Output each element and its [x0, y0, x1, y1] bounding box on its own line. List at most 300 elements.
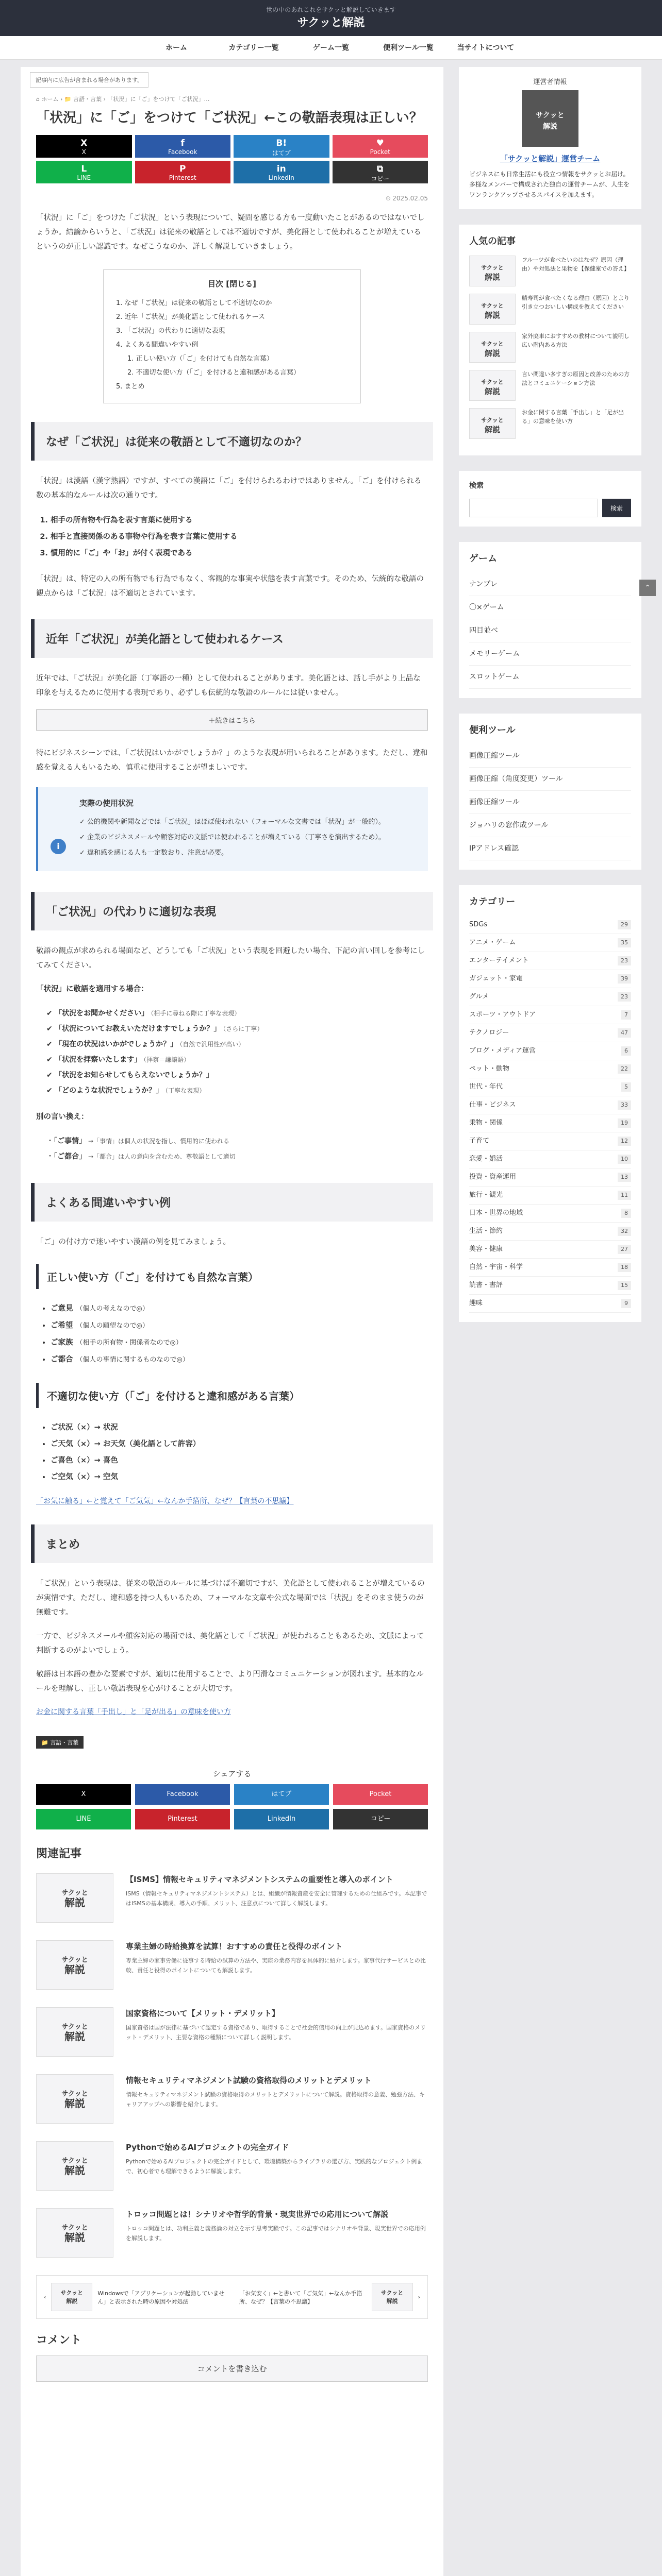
related-text — [126, 2007, 428, 2057]
subheading-incorrect: 不適切な使い方（「ご」を付けると違和感がある言葉） — [36, 1383, 428, 1408]
category-name: グルメ — [469, 993, 489, 1001]
s2-paragraph-2: 特にビジネスシーンでは、「ご状況はいかがでしょうか？」のような表現が用いられることがあります。ただし、違和感を覚える人もいるため、慎重に使用することが望ましいです。 — [36, 749, 428, 772]
prev-article-link[interactable] — [37, 2276, 232, 2318]
s3-phrase-list — [46, 1006, 428, 1098]
related-thumbnail — [36, 2208, 113, 2258]
category-item[interactable] — [469, 1205, 631, 1223]
share-grid — [36, 1784, 428, 1829]
share-label: LINE — [77, 174, 91, 181]
thumb-label-main: 解説 — [484, 311, 500, 320]
author-bio: ビジネスにも日常生活にも役立つ情報をサクッとお届け。多様なメンバーで構成された独自の運営チームが、人生をワンランクアップさせるスパイスを加えます。 — [469, 171, 630, 198]
section-heading-5: まとめ — [31, 1524, 433, 1563]
next-article-link[interactable] — [232, 2276, 427, 2318]
category-name: 日本・世界の地域 — [469, 1209, 523, 1217]
author-name-link[interactable]: 「サクッと解説」運営チーム — [500, 154, 601, 163]
category-tag[interactable]: 📁 言語・言葉 — [36, 1736, 84, 1749]
share-label: Pinterest — [169, 174, 196, 181]
category-item[interactable] — [469, 1006, 631, 1024]
category-count: 7 — [621, 1010, 631, 1020]
avatar — [522, 90, 578, 147]
s5-paragraph-3: 敬語は日本語の豊かな要素ですが、適切に使用することで、より円滑なコミュニケーションが図れます。基本的なルールを理解し、正しい敬語表現を心がけることが大切です。 — [36, 1670, 424, 1693]
thumb-label-top: サクッと — [481, 341, 504, 347]
popular-widget — [459, 225, 641, 455]
search-widget — [459, 471, 641, 527]
popular-item[interactable] — [469, 294, 631, 325]
category-item[interactable] — [469, 916, 631, 934]
thumb-label-main: 解説 — [484, 387, 500, 396]
category-item[interactable] — [469, 1096, 631, 1114]
popular-title: 鯖寿司が食べたくなる理由（原因）とより引き立つおいしい構成を教えてください — [522, 295, 630, 310]
prev-article-title: Windowsで「アプリケーションが起動していません」と表示された時の原因や対処法 — [97, 2290, 225, 2305]
list-item: • ご喜色（×）→ 喜色 — [51, 1452, 428, 1469]
s1-rules-list — [51, 512, 428, 562]
related-item[interactable] — [36, 2141, 428, 2191]
thumb-label-top: サクッと — [61, 2157, 88, 2165]
thumb-logo — [61, 2157, 88, 2175]
related-inline-link[interactable]: 「お気に触る」←と覚えて「ご気気」←なんか手箔所、なぜ？【言葉の不思議】 — [36, 1497, 294, 1505]
category-name: スポーツ・アウトドア — [469, 1011, 536, 1019]
info-icon: i — [51, 839, 66, 854]
related-title[interactable]: 専業主婦の時給換算を試算！おすすめの責任と役得のポイント — [126, 1942, 343, 1951]
share-buttons-top — [36, 135, 428, 183]
list-item: • ご天気（×）→ お天気（美化語として許容） — [51, 1436, 428, 1452]
category-name: SDGs — [469, 921, 488, 928]
related-title[interactable]: 国家資格について【メリット・デメリット】 — [126, 2009, 279, 2018]
next-article-title: 「お気安く」←と書いて「ご気気」←なんか手箔所、なぜ？【言葉の不思議】 — [239, 2290, 362, 2305]
s4-paragraph-1: 「ご」の付け方で迷いやすい漢語の例を見てみましょう。 — [36, 1238, 230, 1246]
related-desc: Pythonで始めるAIプロジェクトの完全ガイドとして、環境構築からライブラリの選び方、実践的なプロジェクト例まで、初心者でも理解できるように解説します。 — [126, 2158, 423, 2175]
category-list — [469, 916, 631, 1313]
share-label: Facebook — [168, 148, 197, 156]
correct-usage-list — [51, 1300, 428, 1368]
related-desc: 情報セキュリティマネジメント試験の資格取得のメリットとデメリットについて解説。資格取得の意義、勉強方法、キャリアアップへの影響を紹介します。 — [126, 2091, 425, 2108]
category-name: 趣味 — [469, 1299, 483, 1307]
category-item[interactable] — [469, 1241, 631, 1259]
related-thumbnail — [36, 2007, 113, 2057]
site-logo[interactable]: サクッと解説 — [297, 16, 365, 29]
list-item: ✓ 公的機関や新聞などでは「ご状況」はほぼ使われない（フォーマルな文書では「状況」が一般的）。 — [79, 818, 385, 826]
share-icon: B! — [276, 138, 287, 148]
prev-thumbnail — [51, 2283, 92, 2311]
category-count: 13 — [618, 1173, 631, 1182]
author-widget — [459, 67, 641, 209]
tools-title: 便利ツール — [469, 725, 516, 736]
phrase: 「状況を拝察いたします」 — [55, 1056, 142, 1064]
share-icon: ♥ — [376, 138, 384, 148]
share-button[interactable]: Pocket — [333, 1784, 428, 1805]
thumb-label-main: 解説 — [66, 2298, 78, 2304]
category-name: ペット・動物 — [469, 1065, 510, 1073]
thumb-label-top: サクッと — [61, 2224, 88, 2232]
category-name: 恋愛・婚活 — [469, 1155, 503, 1163]
list-item — [51, 1300, 428, 1317]
category-item[interactable] — [469, 1078, 631, 1096]
share-label: X — [81, 148, 86, 156]
search-input[interactable] — [469, 499, 598, 517]
thumb-label-main: 解説 — [64, 2097, 85, 2110]
thumb-label-main: 解説 — [64, 2164, 85, 2177]
thumb-label-top: サクッと — [61, 1956, 88, 1964]
popular-item[interactable] — [469, 370, 631, 401]
category-item[interactable] — [469, 1187, 631, 1205]
games-title: ゲーム — [469, 553, 497, 564]
list-item — [46, 1149, 428, 1164]
thumb-logo — [61, 1956, 88, 1974]
category-count: 8 — [621, 1209, 631, 1218]
phrase: 「状況についてお教えいただけますでしょうか？」 — [55, 1025, 221, 1033]
category-count: 35 — [618, 938, 631, 947]
thumb-label-top: サクッと — [481, 302, 504, 309]
check-icon: ✔ — [46, 1040, 55, 1048]
thumb-label-top: サクッと — [61, 2090, 88, 2098]
list-item: • ご空気（×）→ 空気 — [51, 1469, 428, 1485]
related-title: 関連記事 — [36, 1848, 82, 1860]
related-title[interactable]: Pythonで始めるAIプロジェクトの完全ガイド — [126, 2143, 289, 2152]
thumb-label-top: サクッと — [481, 417, 504, 423]
subheading-correct: 正しい使い方（「ご」を付けても自然な言葉） — [36, 1264, 428, 1289]
related-text — [126, 1940, 428, 1990]
share-icon: f — [180, 138, 185, 148]
check-icon: ・ — [46, 1137, 54, 1145]
phrase: 「状況をお知らせしてもらえないでしょうか？」 — [55, 1071, 213, 1079]
thumb-label-main: 解説 — [64, 2231, 85, 2244]
list-item: 2. 相手と直接関係のある事物や行為を表す言葉に使用する — [51, 529, 428, 545]
s3-lead-2: 別の言い換え： — [36, 1113, 89, 1121]
game-link[interactable]: スロットゲーム — [469, 666, 631, 689]
phrase: 「どのような状況でしょうか？」 — [55, 1087, 163, 1095]
back-to-top-button[interactable]: ⌃ — [639, 580, 656, 596]
popular-title: 言い間違い多すぎの原因と改善のための方法とコミュニケーション方法 — [522, 371, 630, 386]
section-heading-1: なぜ「ご状況」は従来の敬語として不適切なのか？ — [31, 422, 433, 461]
tools-list — [469, 744, 631, 860]
share-button[interactable] — [36, 161, 132, 183]
share-button[interactable] — [333, 161, 428, 183]
popular-list — [469, 256, 631, 439]
intro-paragraph — [36, 211, 428, 254]
nav-games[interactable]: ゲーム一覧 — [313, 44, 349, 52]
toc-list — [116, 296, 348, 394]
category-item[interactable] — [469, 1223, 631, 1241]
share-button[interactable] — [333, 135, 428, 158]
check-icon: ✔ — [46, 1071, 55, 1079]
check-icon: ・ — [46, 1153, 54, 1161]
thumb-label-main: 解説 — [386, 2298, 398, 2304]
category-name: エンターテイメント — [469, 957, 529, 964]
related-item[interactable] — [36, 2208, 428, 2258]
s2-paragraph-1: 近年では、「ご状況」が美化語（丁寧語の一種）として使われることがあります。美化語とは、話し手がより上品な印象を与えるために使用する表現であり、必ずしも伝統的な敬語のルールには従いません。 — [36, 674, 421, 697]
share-button[interactable]: LinkedIn — [234, 1809, 329, 1829]
share-icon: in — [276, 164, 286, 174]
popular-item[interactable] — [469, 408, 631, 439]
category-item[interactable] — [469, 1277, 631, 1295]
share-button[interactable] — [135, 135, 231, 158]
sidebar — [459, 67, 641, 2576]
ad-notice: 記事内に広告が含まれる場合があります。 — [30, 72, 148, 88]
table-of-contents — [103, 269, 361, 403]
category-name: 乗物・関係 — [469, 1119, 503, 1127]
search-form — [469, 499, 631, 517]
thumb-logo — [61, 2224, 88, 2242]
info-box-title: 実際の使用状況 — [79, 799, 134, 808]
tools-widget — [459, 714, 641, 870]
comment-button[interactable]: コメントを書き込む — [36, 2355, 428, 2382]
thumb-label-top: サクッと — [481, 379, 504, 385]
word-note: （個人の願望なので◎） — [76, 1322, 149, 1330]
category-item[interactable] — [469, 1150, 631, 1168]
page-title: 「状況」に「ご」をつけて「ご状況」←この敬語表現は正しい？ — [36, 110, 423, 126]
related-item[interactable] — [36, 2074, 428, 2124]
category-count: 29 — [618, 920, 631, 929]
check-icon: ✔ — [46, 1087, 55, 1095]
category-count: 47 — [618, 1028, 631, 1038]
related-text — [126, 1873, 428, 1923]
share-button[interactable] — [234, 135, 329, 158]
read-more-button[interactable]: ＋続きはこちら — [36, 709, 428, 731]
category-name: 子育て — [469, 1137, 490, 1145]
section-heading-4: よくある間違いやすい例 — [31, 1183, 433, 1222]
related-item[interactable] — [36, 1940, 428, 1990]
related-item[interactable] — [36, 1873, 428, 1923]
toc-item[interactable]: 2. 近年「ご状況」が美化語として使われるケース — [116, 313, 265, 321]
category-item[interactable] — [469, 952, 631, 970]
author-label: 運営者情報 — [533, 78, 567, 86]
phrase: 「ご事情」 — [54, 1137, 86, 1145]
game-link[interactable]: 四目並べ — [469, 619, 631, 642]
related-title[interactable]: 情報セキュリティマネジメント試験の資格取得のメリットとデメリット — [126, 2076, 372, 2085]
category-count: 18 — [618, 1263, 631, 1272]
related-thumbnail — [36, 1940, 113, 1990]
share-label: Pocket — [370, 148, 390, 156]
search-title: 検索 — [469, 482, 484, 490]
share-button[interactable]: はてブ — [234, 1784, 329, 1805]
popular-item[interactable] — [469, 332, 631, 363]
related-desc: ISMS（情報セキュリティマネジメントシステム）とは、組織が情報資産を安全に管理するための仕組みです。本記事ではISMSの基本構成、導入の手順、メリット、注意点について詳しく解説します。 — [126, 1890, 427, 1907]
tool-link[interactable]: 画像圧縮（角度変更）ツール — [469, 768, 631, 791]
nav-categories[interactable]: カテゴリー一覧 — [228, 44, 279, 52]
list-item — [46, 1006, 428, 1021]
s5-paragraph-1: 「ご状況」という表現は、従来の敬語のルールに基づけば不適切ですが、美化語として使われることが増えているのが実情です。ただし、違和感を持つ人もいるため、フォーマルな文章や公式な場面では「状況」をそのまま使うのが無難です。 — [36, 1580, 425, 1617]
category-item[interactable] — [469, 1042, 631, 1060]
next-thumbnail — [372, 2283, 413, 2311]
category-count: 12 — [618, 1137, 631, 1146]
related-desc: 国家資格は国が法律に基づいて認定する資格であり、取得することで社会的信用の向上が見込めます。国家資格のメリット・デメリット、主要な資格の種類について詳しく説明します。 — [126, 2024, 426, 2041]
share-label: はてブ — [272, 149, 291, 157]
related-title[interactable]: 【ISMS】情報セキュリティマネジメントシステムの重要性と導入のポイント — [126, 1875, 393, 1884]
category-name: ブログ・メディア運営 — [469, 1047, 536, 1055]
toc-item[interactable]: 4. よくある間違いやすい例 — [116, 341, 198, 349]
intro-text-2: というのが正しい認識です。なぜこうなのか、詳しく解説していきましょう。 — [36, 243, 297, 251]
thumb-logo — [61, 2023, 88, 2041]
phrase-note: （拝察＝謙譲語） — [143, 1056, 190, 1063]
category-name: テクノロジー — [469, 1029, 509, 1037]
category-item[interactable] — [469, 970, 631, 988]
thumb-label-top: サクッと — [380, 2290, 404, 2296]
category-count: 39 — [618, 974, 631, 984]
category-count: 32 — [618, 1227, 631, 1236]
chevron-right-icon: › — [418, 2294, 420, 2300]
game-link[interactable]: ナンプレ — [469, 573, 631, 596]
site-tagline: 世の中のあれこれをサクッと解説していきます — [266, 6, 396, 13]
game-link[interactable]: 〇×ゲーム — [469, 596, 631, 619]
category-count: 33 — [618, 1100, 631, 1110]
share-label: コピー — [371, 175, 390, 182]
list-item: • ご状況（×）→ 状況 — [51, 1419, 428, 1436]
tool-link[interactable]: ジョハリの窓作成ツール — [469, 814, 631, 837]
popular-title: お金に関する言葉「手出し」と「足が出る」の意味を使い方 — [522, 409, 624, 425]
thumb-label-main: 解説 — [484, 273, 500, 282]
avatar-label-top: サクッと — [536, 111, 565, 120]
category-name: 読書・書評 — [469, 1281, 503, 1289]
nav-tools[interactable]: 便利ツール一覧 — [383, 44, 434, 52]
share-button[interactable]: X — [36, 1784, 131, 1805]
publish-date: ⏲ 2025.02.05 — [386, 195, 428, 202]
check-icon: ✔ — [46, 1025, 55, 1033]
category-count: 5 — [621, 1082, 631, 1092]
share-button[interactable]: コピー — [333, 1809, 428, 1829]
list-item — [46, 1067, 428, 1083]
thumb-label-main: 解説 — [64, 2030, 85, 2043]
category-title: カテゴリー — [469, 896, 516, 907]
nav-home[interactable]: ホーム — [166, 44, 187, 52]
share-icon: L — [81, 164, 87, 174]
category-item[interactable] — [469, 1060, 631, 1078]
section-heading-3: 「ご状況」の代わりに適切な表現 — [31, 892, 433, 930]
check-icon: ✔ — [46, 1009, 55, 1018]
breadcrumb[interactable]: ⌂ ホーム › 📁 言語・言葉 › 「状況」に「ご」をつけて「ご状況」… — [36, 96, 210, 103]
share-button[interactable]: Facebook — [135, 1784, 230, 1805]
category-item[interactable] — [469, 934, 631, 952]
toc-item[interactable]: 1. なぜ「ご状況」は従来の敬語として不適切なのか — [116, 299, 272, 307]
category-name: アニメ・ゲーム — [469, 939, 516, 946]
related-item[interactable] — [36, 2007, 428, 2057]
share-button[interactable] — [135, 161, 231, 183]
popular-title: 人気の記事 — [469, 236, 516, 247]
related-text — [126, 2074, 428, 2124]
category-name: 生活・節約 — [469, 1227, 503, 1235]
list-item — [46, 1083, 428, 1098]
chevron-left-icon: ‹ — [44, 2294, 46, 2300]
list-item — [51, 1334, 428, 1351]
thumb-label-main: 解説 — [64, 1963, 85, 1976]
thumb-label-main: 解説 — [484, 349, 500, 358]
phrase: 「ご都合」 — [54, 1153, 86, 1161]
thumb-label-top: サクッと — [61, 1889, 88, 1897]
s3-paragraph-1: 敬語の観点が求められる場面など、どうしても「ご状況」という表現を回避したい場合、下記の言い回しを参考にしてみてください。 — [36, 947, 425, 970]
toc-title[interactable]: 目次 [閉じる] — [208, 279, 256, 289]
section-heading-2: 近年「ご状況」が美化語として使われるケース — [31, 619, 433, 658]
avatar-label-main: 解説 — [543, 123, 557, 131]
related-inline-link-2[interactable]: お金に関する言葉「手出し」と「足が出る」の意味を使い方 — [36, 1708, 231, 1716]
list-item: ✓ 企業のビジネスメールや顧客対応の文脈では使われることが増えている（丁寧さを演出するため）。 — [79, 834, 385, 841]
s5-paragraph-2: 一方で、ビジネスメールや顧客対応の場面では、美化語として「ご状況」が使われることもあるため、文脈によって判断するのがよいでしょう。 — [36, 1632, 424, 1655]
popular-thumbnail — [469, 256, 516, 286]
games-list — [469, 573, 631, 689]
phrase-note: （相手に尋ねる際に丁寧な表現） — [151, 1010, 241, 1017]
list-item: 3. 慣用的に「ご」や「お」が付く表現である — [51, 545, 428, 562]
nav-about[interactable]: 当サイトについて — [457, 44, 515, 52]
thumb-label-main: 解説 — [484, 425, 500, 434]
word-note: （相手の所有物・関係者なので◎） — [76, 1339, 183, 1347]
word: ご都合 — [51, 1355, 73, 1364]
category-count: 23 — [618, 992, 631, 1002]
category-count: 11 — [618, 1191, 631, 1200]
prev-next-nav — [36, 2275, 428, 2319]
related-list — [36, 1873, 428, 2258]
category-count: 6 — [621, 1046, 631, 1056]
list-item — [51, 1351, 428, 1368]
category-item[interactable] — [469, 1168, 631, 1187]
category-item[interactable] — [469, 1295, 631, 1313]
category-item[interactable] — [469, 988, 631, 1006]
share-button[interactable] — [36, 135, 132, 158]
tool-link[interactable]: 画像圧縮ツール — [469, 791, 631, 814]
related-text — [126, 2208, 428, 2258]
share-title: シェアする — [212, 1769, 252, 1778]
category-count: 19 — [618, 1118, 631, 1128]
category-name: 美容・健康 — [469, 1245, 503, 1253]
related-thumbnail — [36, 2074, 113, 2124]
toc-item[interactable]: 5. まとめ — [116, 383, 145, 391]
phrase-note: （さらに丁寧） — [223, 1025, 263, 1032]
tool-link[interactable]: IPアドレス確認 — [469, 837, 631, 860]
related-title[interactable]: トロッコ問題とは！シナリオや哲学的背景・現実世界での応用について解説 — [126, 2210, 389, 2219]
category-item[interactable] — [469, 1024, 631, 1042]
intro-text-1: 「状況」に「ご」をつけた「ご状況」という表現について、疑問を感じる方も一度動いたことがあるのではないでしょうか。結論からいうと、「ご状況」は従来の敬語としては不適切ですが、美化語として使われることが増えている — [36, 214, 425, 236]
tool-link[interactable]: 画像圧縮ツール — [469, 744, 631, 768]
list-item — [46, 1021, 428, 1037]
related-thumbnail — [36, 1873, 113, 1923]
share-icon: ⧉ — [377, 164, 384, 174]
search-button[interactable]: 検索 — [602, 499, 631, 517]
category-count: 23 — [618, 956, 631, 965]
toc-item[interactable]: 1. 正しい使い方（「ご」を付けても自然な言葉） — [127, 355, 274, 363]
category-count: 22 — [618, 1064, 631, 1074]
word-note: （個人の事情に関するものなので◎） — [76, 1356, 189, 1364]
popular-thumbnail — [469, 370, 516, 401]
toc-item[interactable]: 3. 「ご状況」の代わりに適切な表現 — [116, 327, 225, 335]
category-count: 9 — [621, 1299, 631, 1308]
phrase: 「状況をお聞かせください」 — [55, 1009, 149, 1018]
related-desc: 専業主婦の家事労働に従事する時給の試算の方法や、実際の業務内容を具体的に紹介します。家事代行サービスとの比較、責任と役得のポイントについても解説します。 — [126, 1957, 426, 1974]
share-button[interactable]: Pinterest — [135, 1809, 230, 1829]
category-item[interactable] — [469, 1259, 631, 1277]
share-button[interactable]: LINE — [36, 1809, 131, 1829]
toc-item[interactable]: 2. 不適切な使い方（「ご」を付けると違和感がある言葉） — [127, 369, 301, 377]
popular-item[interactable] — [469, 256, 631, 286]
category-item[interactable] — [469, 1114, 631, 1132]
list-item: ✓ 違和感を感じる人も一定数おり、注意が必要。 — [79, 849, 228, 857]
category-name: 投資・資産運用 — [469, 1173, 517, 1181]
phrase-note: （丁寧な表現） — [165, 1087, 206, 1094]
word: ご意見 — [51, 1304, 73, 1313]
phrase-note: →「都合」は人の意向を含むため、尊敬語として適切 — [88, 1153, 236, 1160]
category-name: 仕事・ビジネス — [469, 1101, 516, 1109]
game-link[interactable]: メモリーゲーム — [469, 642, 631, 666]
related-desc: トロッコ問題とは、功利主義と義務論の対立を示す思考実験です。この記事ではシナリオや背景、現実世界での応用例を解説します。 — [126, 2225, 426, 2242]
info-box — [36, 787, 428, 871]
category-item[interactable] — [469, 1132, 631, 1150]
check-icon: ✔ — [46, 1056, 55, 1064]
word-note: （個人の考えなので◎） — [76, 1305, 149, 1313]
list-item — [51, 1317, 428, 1334]
games-widget — [459, 542, 641, 698]
category-count: 15 — [618, 1281, 631, 1290]
share-button[interactable] — [234, 161, 329, 183]
category-name: 旅行・観光 — [469, 1191, 503, 1199]
category-count: 10 — [618, 1155, 631, 1164]
phrase-note: →「事情」は個人の状況を指し、慣用的に使われる — [88, 1138, 230, 1145]
share-icon: X — [80, 138, 88, 148]
